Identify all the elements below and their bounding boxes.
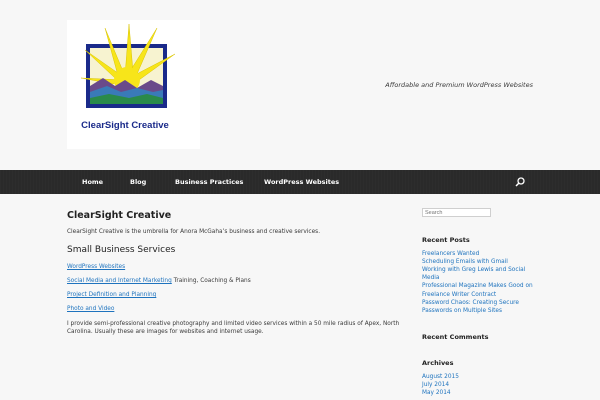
service-link-social-media[interactable]: Social Media and Internet Marketing <box>67 278 172 284</box>
service-item <box>67 278 251 284</box>
service-link-wordpress-websites[interactable]: WordPress Websites <box>67 264 126 270</box>
service-item <box>67 306 114 312</box>
recent-post-link[interactable]: Working with Greg Lewis and Social <box>422 267 526 273</box>
archive-link[interactable]: July 2014 <box>422 382 450 388</box>
recent-post-link[interactable]: Scheduling Emails with Gmail <box>422 259 508 265</box>
logo-graphic <box>67 20 200 149</box>
sidebar-search-input[interactable] <box>422 208 491 217</box>
nav-item-home[interactable]: Home <box>82 178 104 186</box>
site-logo[interactable] <box>67 20 200 149</box>
recent-post-link[interactable]: Password Chaos: Creating Secure <box>422 300 519 306</box>
body-text-line: I provide semi-professional creative photography and limited video services within a 50 mile radius of Apex, North <box>67 321 400 327</box>
body-text-line: Carolina. Usually these are images for websites and internet usage. <box>67 329 264 335</box>
recent-post-link-cont[interactable]: Media <box>422 275 440 281</box>
nav-item-blog[interactable]: Blog <box>130 178 147 186</box>
recent-comments-title: Recent Comments <box>422 333 489 341</box>
search-icon[interactable] <box>512 174 528 190</box>
service-link-photo-video[interactable]: Photo and Video <box>67 306 115 312</box>
recent-post-link-cont[interactable]: Passwords on Multiple Sites <box>422 308 503 314</box>
archive-link[interactable]: May 2014 <box>422 390 451 396</box>
archives-title: Archives <box>422 359 454 367</box>
page-title: ClearSight Creative <box>67 210 172 221</box>
recent-post-link[interactable]: Professional Magazine Makes Good on <box>422 283 533 289</box>
nav-item-wordpress-websites[interactable]: WordPress Websites <box>264 178 340 186</box>
service-item <box>67 264 125 270</box>
recent-post-link[interactable]: Freelancers Wanted <box>422 251 480 257</box>
nav-item-business-practices[interactable]: Business Practices <box>175 178 244 186</box>
recent-post-link-cont[interactable]: Freelance Writer Contract <box>422 292 497 298</box>
service-link-project-definition[interactable]: Project Definition and Planning <box>67 292 157 298</box>
primary-nav <box>0 170 600 194</box>
logo-text: ClearSight Creative <box>81 120 169 131</box>
intro-text: ClearSight Creative is the umbrella for Anora McGaha’s business and creative services. <box>67 229 321 235</box>
service-extra-text: Training, Coaching & Plans <box>171 278 251 284</box>
service-item <box>67 292 156 298</box>
site-header <box>0 0 600 170</box>
recent-posts-title: Recent Posts <box>422 236 470 244</box>
section-heading: Small Business Services <box>67 245 176 255</box>
archive-link[interactable]: August 2015 <box>422 374 459 380</box>
site-tagline: Affordable and Premium WordPress Websites <box>385 81 533 89</box>
